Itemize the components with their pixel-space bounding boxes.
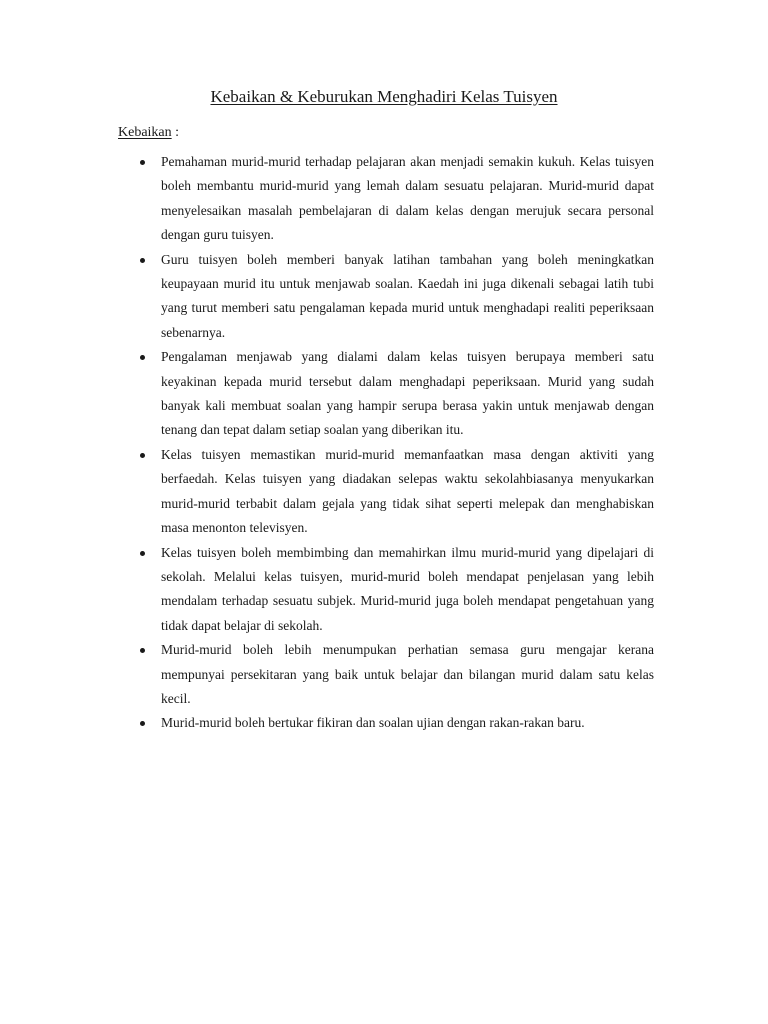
list-item: Kelas tuisyen memastikan murid-murid memanfaatkan masa dengan aktiviti yang berfaedah. Kelas tuisyen yang diadakan selepas waktu sekolahbiasanya menyukarkan murid-murid terbabit dalam gejala yang tidak sihat seperti melepak dan menghabiskan masa menonton televisyen. [118, 443, 654, 541]
document-title-text: Kebaikan & Keburukan Menghadiri Kelas Tuisyen [210, 87, 558, 106]
document-title [0, 86, 768, 108]
list-item: Murid-murid boleh bertukar fikiran dan soalan ujian dengan rakan-rakan baru. [118, 711, 654, 735]
section-heading-text: Kebaikan [118, 125, 172, 140]
benefits-list [118, 150, 654, 736]
list-item: Pemahaman murid-murid terhadap pelajaran akan menjadi semakin kukuh. Kelas tuisyen boleh membantu murid-murid yang lemah dalam sesuatu pelajaran. Murid-murid dapat menyelesaikan masalah pembelajaran di dalam kelas dengan merujuk secara personal dengan guru tuisyen. [118, 150, 654, 248]
list-item: Kelas tuisyen boleh membimbing dan memahirkan ilmu murid-murid yang dipelajari di sekolah. Melalui kelas tuisyen, murid-murid boleh mendapat penjelasan yang lebih mendalam terhadap sesuatu subjek. Murid-murid juga boleh mendapat pengetahuan yang tidak dapat belajar di sekolah. [118, 541, 654, 639]
section-heading-suffix: : [171, 125, 180, 140]
section-heading [118, 123, 179, 143]
list-item: Pengalaman menjawab yang dialami dalam kelas tuisyen berupaya memberi satu keyakinan kepada murid tersebut dalam menghadapi peperiksaan. Murid yang sudah banyak kali membuat soalan yang hampir serupa berasa yakin untuk menjawab dengan tenang dan tepat dalam setiap soalan yang diberikan itu. [118, 345, 654, 443]
list-item: Guru tuisyen boleh memberi banyak latihan tambahan yang boleh meningkatkan keupayaan murid itu untuk menjawab soalan. Kaedah ini juga dikenali sebagai latih tubi yang turut memberi satu pengalaman kepada murid untuk menghadapi realiti peperiksaan sebenarnya. [118, 248, 654, 346]
list-item: Murid-murid boleh lebih menumpukan perhatian semasa guru mengajar kerana mempunyai persekitaran yang baik untuk belajar dan bilangan murid dalam satu kelas kecil. [118, 638, 654, 711]
